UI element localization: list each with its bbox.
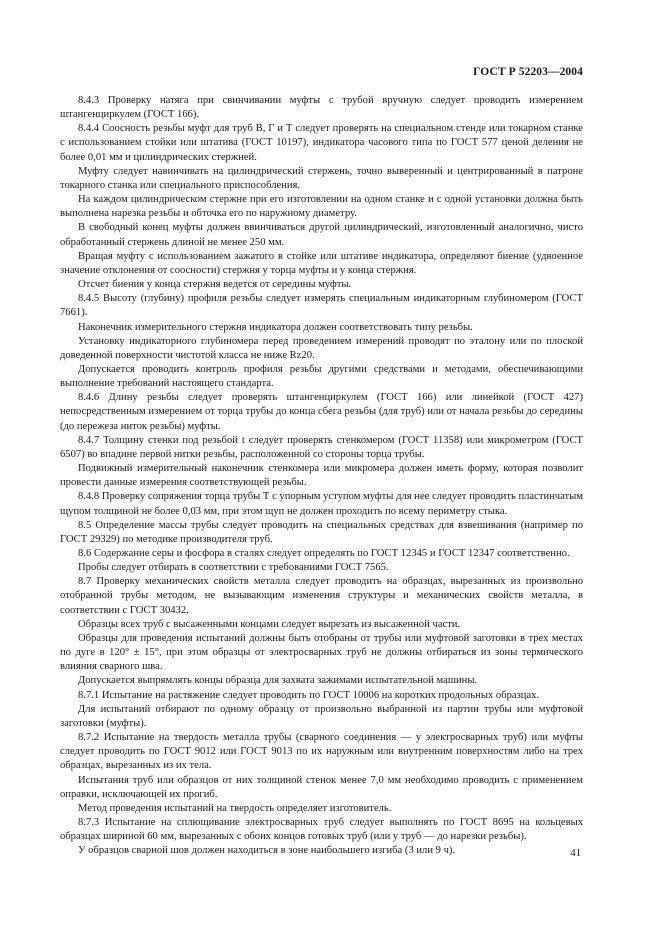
paragraph: 8.4.6 Длину резьбы следует проверять штангенциркулем (ГОСТ 166) или линейкой (ГОСТ 427) непосредственным измерением от торца трубы до конца сбега резьбы (для труб) или от начала резьбы до середины (до пережеза ниток резьбы) муфты. xyxy=(60,392,583,432)
paragraph: 8.4.4 Соосность резьбы муфт для труб В, Г и Т следует проверять на специальном стенде или токарном станке с использованием стойки или штатива (ГОСТ 10197), индикатора часового типа по ГОСТ 577 ценой деления не более 0,01 мм и цилиндрических стержней. xyxy=(60,123,583,163)
paragraph: 8.6 Содержание серы и фосфора в сталях следует определять по ГОСТ 12345 и ГОСТ 12347 соответственно. xyxy=(78,548,570,559)
page-number: 41 xyxy=(570,848,581,859)
paragraph: 8.4.5 Высоту (глубину) профиля резьбы следует измерять специальным индикаторным глубиномером (ГОСТ 7661). xyxy=(60,293,583,319)
paragraph: Допускается выпрямлять концы образца для захвата зажимами испытательной машины. xyxy=(78,675,478,687)
paragraph: 8.4.7 Толщину стенки под резьбой t следует проверять стенкомером (ГОСТ 11358) или микрометром (ГОСТ 6507) во впадине первой нитки резьбы, расположенной со стороны торца трубы. xyxy=(60,434,583,460)
paragraph: В свободный конец муфты должен ввинчиваться другой цилиндрический, изготовленный аналогично, чисто обработанный стержень длиной не менее 250 мм. xyxy=(60,222,583,248)
paragraph: 8.7 Проверку механических свойств металла следует проводить на образцах, вырезанных из произвольно отобранной трубы методом, не вызывающим изменения структуры и механических свойств металла, в соответствии с ГОСТ 30432. xyxy=(60,576,583,616)
paragraph: Допускается проводить контроль профиля резьбы другими средствами и методами, обеспечивающими выполнение требований настоящего стандарта. xyxy=(60,363,583,390)
paragraph: Установку индикаторного глубиномера перед проведением измерений проводят по эталону или по плоской доведенной поверхности чистотой класса не ниже Rz20. xyxy=(60,335,583,361)
paragraph: Подвижный измерительный наконечник стенкомера или микромера должен иметь форму, которая позволит провести данные измерения соответствующей резьбы. xyxy=(60,463,583,489)
paragraph: 8.4.3 Проверку натяга при свинчивании муфты с трубой вручную следует проводить измерением штангенциркулем (ГОСТ 166). xyxy=(60,95,583,121)
paragraph: Вращая муфту с использованием зажатого в стойке или штативе индикатора, определяют биение (удвоенное значение отклонения от соосности) стержня у торца муфты и у конца стержня. xyxy=(60,250,583,276)
paragraph: Пробы следует отбирать в соответствии с требованиями ГОСТ 7565. xyxy=(78,562,389,574)
paragraph: 8.7.2 Испытание на твердость металла трубы (сварного соединения — у электросварных труб) или муфты следует проводить по ГОСТ 9012 или ГОСТ 9013 по их наружным или внутренним поверхностям либо на трех образцах, вырезанных из их тела. xyxy=(60,732,583,772)
paragraph: Для испытаний отбирают по одному образцу от произвольно выбранной из партии трубы или муфтовой заготовки (муфты). xyxy=(60,703,583,729)
document-body xyxy=(60,94,583,858)
paragraph: 8.7.3 Испытание на сплющивание электросварных труб следует выполнять по ГОСТ 8695 на кольцевых образцах шириной 60 мм, вырезанных с обоих концов готовых труб (или у труб — до нарезки резьбы). xyxy=(60,816,583,843)
paragraph: Наконечник измерительного стержня индикатора должен соответствовать типу резьбы. xyxy=(78,321,473,333)
paragraph: Отсчет биения у конца стержня ведется от середины муфты. xyxy=(78,279,352,291)
document-header: ГОСТ Р 52203—2004 xyxy=(473,66,583,78)
paragraph: Испытания труб или образцов от них толщиной стенок менее 7,0 мм необходимо проводить с применением оправки, исключающей их прогиб. xyxy=(60,774,583,800)
paragraph: Метод проведения испытаний на твердость определяет изготовитель. xyxy=(78,802,392,814)
paragraph: Образцы для проведения испытаний должны быть отобраны от трубы или муфтовой заготовки в трех местах по дуге в 120° ± 15°, при этом образцы от электросварных труб не должны отбираться из зоны термического влияния сварного шва. xyxy=(60,632,583,673)
paragraph: 8.7.1 Испытание на растяжение следует проводить по ГОСТ 10006 на коротких продольных образцах. xyxy=(78,689,540,701)
paragraph: На каждом цилиндрическом стержне при его изготовлении на одном станке и с одной установки должна быть выполнена нарезка резьбы и обточка его по наружному диаметру. xyxy=(60,194,583,220)
paragraph: Образцы всех труб с высаженными концами следует вырезать из высаженной части. xyxy=(78,618,461,630)
paragraph: Муфту следует навинчивать на цилиндрический стержень, точно выверенный и центрированный в патроне токарного станка или специального приспособления. xyxy=(60,165,583,191)
paragraph: У образцов сварной шов должен находиться в зоне наибольшего изгиба (3 или 9 ч). xyxy=(78,845,456,857)
paragraph: 8.4.8 Проверку сопряжения торца трубы Т с упорным уступом муфты для нее следует проводить пластинчатым щупом толщиной не более 0,03 мм, при этом щуп не должен проходить по всему периметру стыка. xyxy=(60,491,583,517)
paragraph: 8.5 Определение массы трубы следует проводить на специальных средствах для взвешивания (например по ГОСТ 29329) по методике производителя труб. xyxy=(60,519,583,545)
